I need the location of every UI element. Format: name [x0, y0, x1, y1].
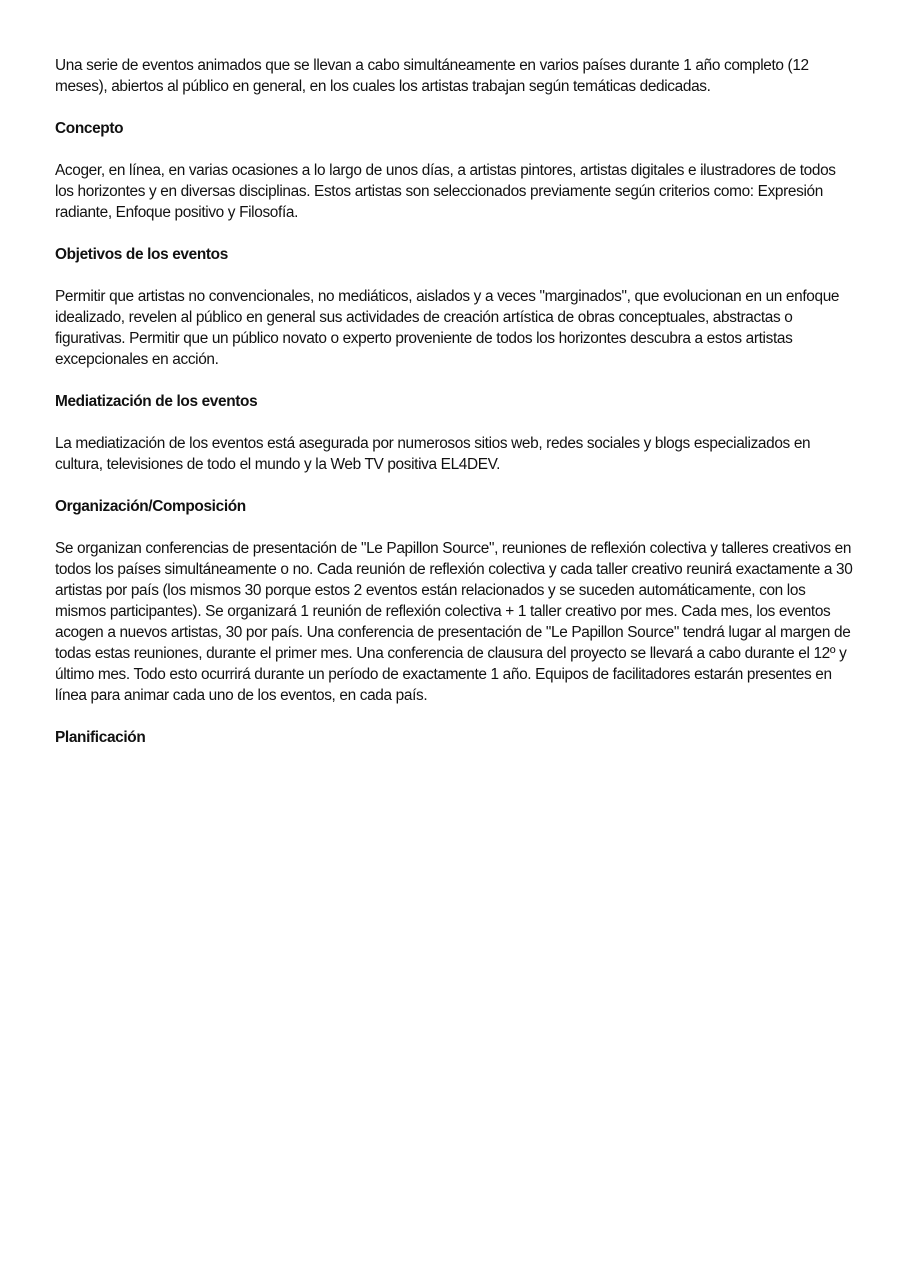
paragraph-concepto: Acoger, en línea, en varias ocasiones a lo largo de unos días, a artistas pintores, artistas digitales e ilustradores de todos los horizontes y en diversas disciplinas. Estos artistas son seleccionados previamente según criterios como: Expresión radiante, Enfoque positivo y Filosofía.	[55, 162, 836, 221]
heading-organizacion: Organización/Composición	[55, 498, 246, 515]
paragraph-objetivos: Permitir que artistas no convencionales, no mediáticos, aislados y a veces "marginados", que evolucionan en un enfoque idealizado, revelen al público en general sus actividades de creación artística de obras conceptuales, abstractas o figurativas. Permitir que un público novato o experto proveniente de todos los horizontes descubra a estos artistas excepcionales en acción.	[55, 288, 840, 368]
intro-paragraph: Una serie de eventos animados que se llevan a cabo simultáneamente en varios países durante 1 año completo (12 meses), abiertos al público en general, en los cuales los artistas trabajan según temáticas dedicadas.	[55, 57, 809, 95]
paragraph-organizacion: Se organizan conferencias de presentación de "Le Papillon Source", reuniones de reflexión colectiva y talleres creativos en todos los países simultáneamente o no. Cada reunión de reflexión colectiva y cada taller creativo reunirá exactamente a 30 artistas por país (los mismos 30 porque estos 2 eventos están relacionados y se suceden automáticamente, con los mismos participantes). Se organizará 1 reunión de reflexión colectiva + 1 taller creativo por mes. Cada mes, los eventos acogen a nuevos artistas, 30 por país. Una conferencia de presentación de "Le Papillon Source" tendrá lugar al margen de todas estas reuniones, durante el primer mes. Una conferencia de clausura del proyecto se llevará a cabo durante el 12º y último mes. Todo esto ocurrirá durante un período de exactamente 1 año. Equipos de facilitadores estarán presentes en línea para animar cada uno de los eventos, en cada país.	[55, 540, 853, 704]
paragraph-mediatizacion: La mediatización de los eventos está asegurada por numerosos sitios web, redes sociales y blogs especializados en cultura, televisiones de todo el mundo y la Web TV positiva EL4DEV.	[55, 435, 811, 473]
heading-concepto: Concepto	[55, 120, 124, 137]
heading-objetivos: Objetivos de los eventos	[55, 246, 228, 263]
heading-mediatizacion: Mediatización de los eventos	[55, 393, 258, 410]
heading-planificacion: Planificación	[55, 729, 146, 746]
document-page	[55, 55, 855, 769]
